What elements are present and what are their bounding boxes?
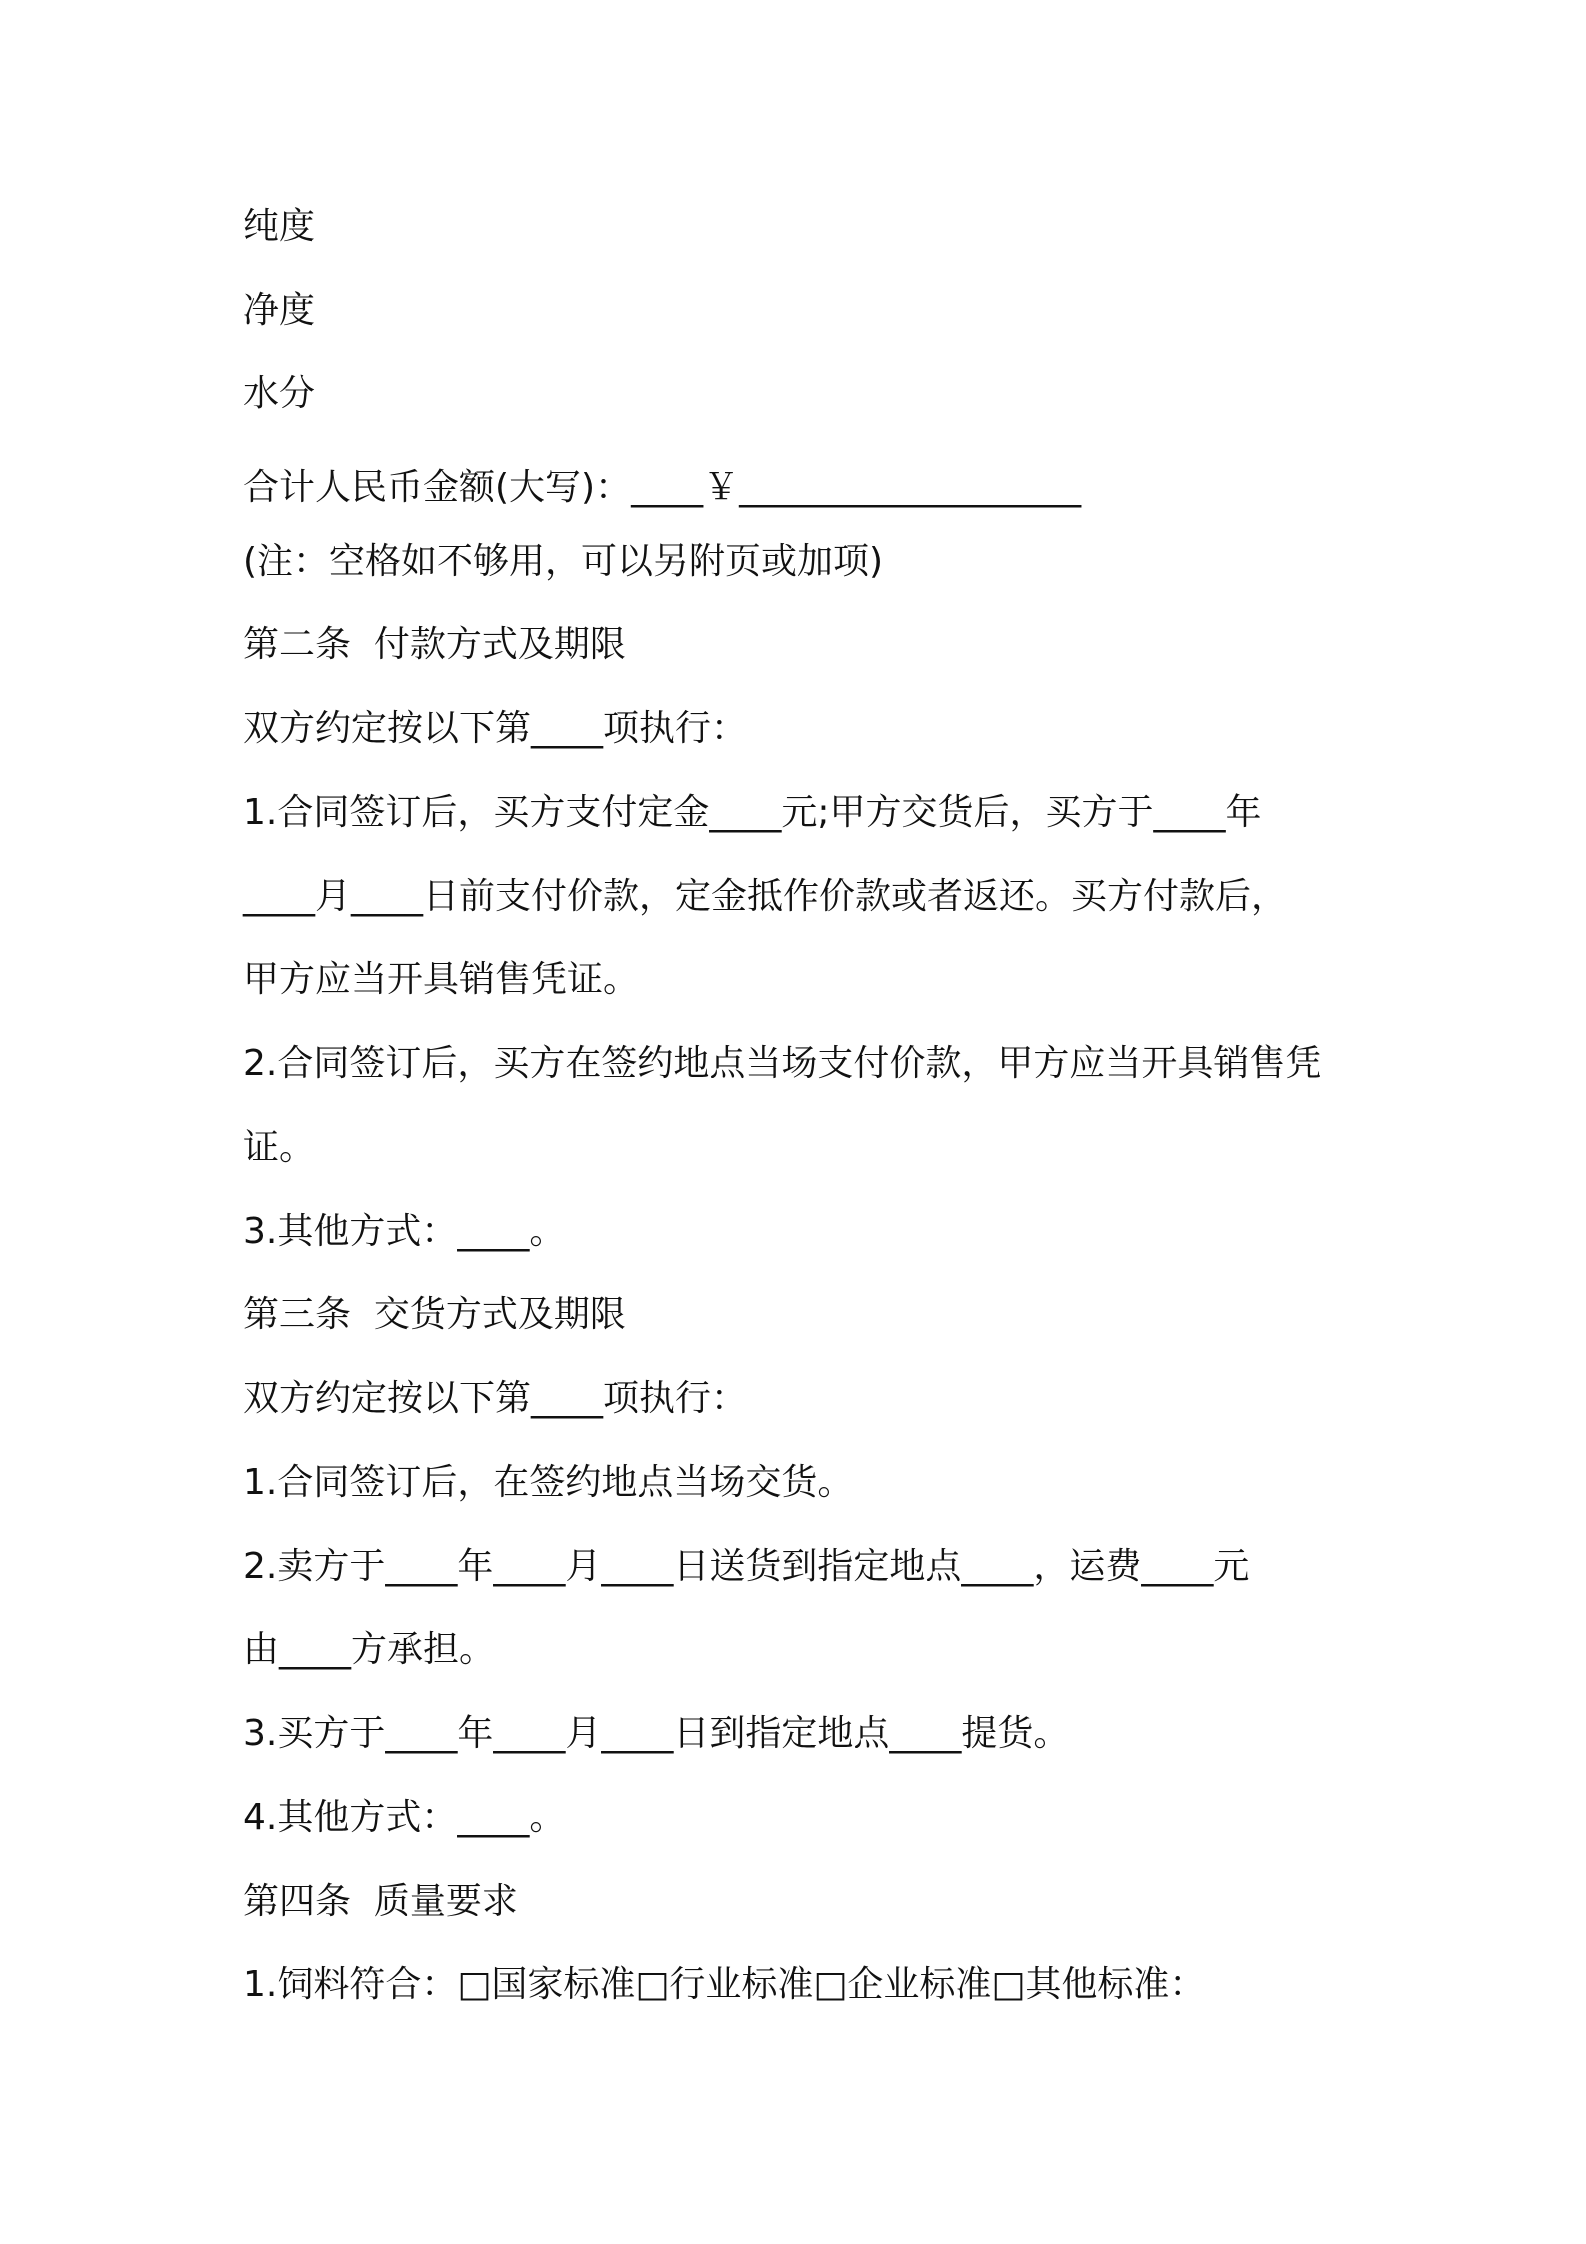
text-line-delivery-4: 4.其他方式：____。 [243,1797,566,1838]
section-heading-article-4: 第四条 质量要求 [243,1881,518,1922]
text-line-note: (注：空格如不够用，可以另附页或加项) [243,541,884,582]
text-line-total-amount: 合计人民币金额(大写)：____￥___________________ [243,467,1082,508]
text-line-payment-2a: 2.合同签订后，买方在签约地点当场支付价款，甲方应当开具销售凭 [243,1043,1322,1084]
text-line-delivery-3: 3.买方于____年____月____日到指定地点____提货。 [243,1713,1070,1754]
text-line-purity: 纯度 [243,206,316,247]
text-line-delivery-1: 1.合同签订后，在签约地点当场交货。 [243,1462,854,1503]
section-heading-article-3: 第三条 交货方式及期限 [243,1294,626,1335]
text-line-agreement-option: 双方约定按以下第____项执行： [243,708,748,749]
text-line-payment-3: 3.其他方式：____。 [243,1211,566,1252]
text-line-quality-1: 1.饲料符合：□国家标准□行业标准□企业标准□其他标准： [243,1964,1206,2005]
text-line-cleanliness: 净度 [243,290,316,331]
text-line-payment-1b: ____月____日前支付价款，定金抵作价款或者返还。买方付款后， [243,876,1288,917]
text-line-payment-1a: 1.合同签订后，买方支付定金____元;甲方交货后，买方于____年 [243,792,1262,833]
section-heading-article-2: 第二条 付款方式及期限 [243,624,626,665]
text-line-delivery-2b: 由____方承担。 [243,1629,496,1670]
text-line-moisture: 水分 [243,373,316,414]
text-line-agreement-option-2: 双方约定按以下第____项执行： [243,1378,748,1419]
text-line-payment-1c: 甲方应当开具销售凭证。 [243,959,640,1000]
text-line-payment-2b: 证。 [243,1127,316,1168]
text-line-delivery-2a: 2.卖方于____年____月____日送货到指定地点____，运费____元 [243,1546,1250,1587]
